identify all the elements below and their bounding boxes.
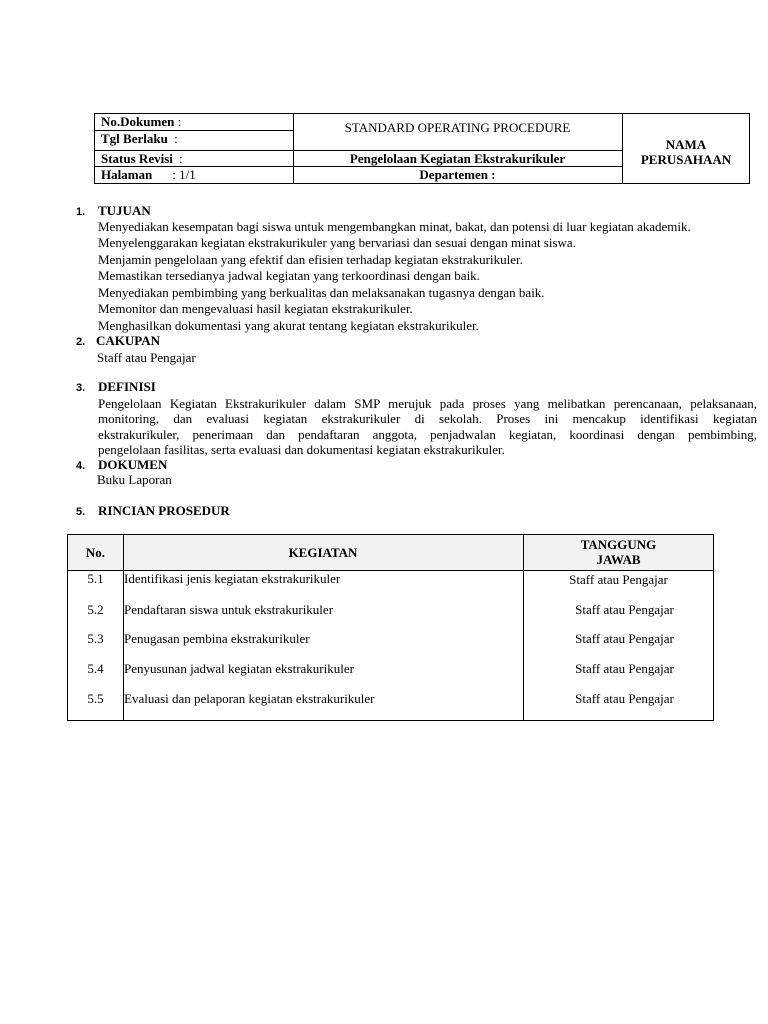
procedure-table [67, 534, 714, 721]
definisi-paragraph-line: monitoring, dan evaluasi kegiatan ekstrakurikuler di sekolah. Proses ini mencakup identifikasi kegiatan [98, 411, 757, 426]
table-cell-kegiatan: Penyusunan jadwal kegiatan ekstrakurikuler [124, 661, 354, 676]
section-number: 5. [76, 506, 86, 518]
section-title-cakupan: CAKUPAN [96, 333, 161, 348]
document-header-table [94, 113, 750, 184]
section-number: 4. [76, 460, 86, 472]
tujuan-item: Menyediakan pembimbing yang berkualitas dan melaksanakan tugasnya dengan baik. [98, 285, 545, 300]
table-cell-no: 5.5 [87, 691, 104, 706]
cakupan-text: Staff atau Pengajar [97, 350, 196, 365]
section-number: 1. [76, 206, 86, 218]
section-title-rincian: RINCIAN PROSEDUR [98, 503, 230, 518]
status-revisi-label: Status Revisi : [101, 151, 183, 166]
column-header-tanggung-jawab: JAWAB [596, 552, 641, 567]
table-cell-pj: Staff atau Pengajar [575, 631, 674, 646]
column-header-no: No. [85, 545, 106, 560]
table-cell-kegiatan: Evaluasi dan pelaporan kegiatan ekstrakurikuler [124, 691, 375, 706]
definisi-paragraph-line: ekstrakurikuler, penerimaan dan pendaftaran anggota, penjadwalan kegiatan, koordinasi dengan pembimbing, [98, 427, 757, 442]
table-cell-no: 5.2 [87, 602, 104, 617]
section-number: 2. [76, 336, 86, 348]
table-cell-pj: Staff atau Pengajar [575, 602, 674, 617]
tujuan-item: Memonitor dan mengevaluasi hasil kegiatan ekstrakurikuler. [98, 301, 413, 316]
table-cell-no: 5.4 [87, 661, 104, 676]
tgl-berlaku-label: Tgl Berlaku : [101, 131, 178, 146]
document-subtitle: Pengelolaan Kegiatan Ekstrakurikuler [349, 151, 566, 166]
no-dokumen-label: No.Dokumen : [101, 114, 182, 129]
definisi-paragraph-line: pengelolaan fasilitas, serta evaluasi dan dokumentasi kegiatan ekstrakurikuler. [98, 442, 505, 457]
section-title-definisi: DEFINISI [98, 379, 156, 394]
table-cell-pj: Staff atau Pengajar [575, 691, 674, 706]
dokumen-text: Buku Laporan [97, 472, 172, 487]
company-name-line2: PERUSAHAAN [640, 152, 732, 167]
halaman-label: Halaman : 1/1 [101, 167, 196, 182]
table-cell-kegiatan: Pendaftaran siswa untuk ekstrakurikuler [124, 602, 334, 617]
column-header-kegiatan: KEGIATAN [288, 545, 358, 560]
tujuan-item: Menghasilkan dokumentasi yang akurat tentang kegiatan ekstrakurikuler. [98, 318, 479, 333]
table-cell-no: 5.1 [87, 571, 104, 586]
company-name-line1: NAMA [665, 137, 707, 152]
table-cell-kegiatan: Identifikasi jenis kegiatan ekstrakurikuler [124, 571, 341, 586]
tujuan-item: Memastikan tersedianya jadwal kegiatan yang terkoordinasi dengan baik. [98, 268, 480, 283]
tujuan-item: Menjamin pengelolaan yang efektif dan efisien terhadap kegiatan ekstrakurikuler. [98, 252, 523, 267]
table-cell-kegiatan: Penugasan pembina ekstrakurikuler [124, 631, 310, 646]
definisi-paragraph-line: Pengelolaan Kegiatan Ekstrakurikuler dalam SMP merujuk pada proses yang melibatkan perencanaan, pelaksanaan, [98, 396, 757, 411]
table-cell-pj: Staff atau Pengajar [575, 661, 674, 676]
column-header-tanggung-jawab: TANGGUNG [580, 537, 657, 552]
table-cell-no: 5.3 [87, 631, 104, 646]
departemen-label: Departemen : [419, 167, 496, 182]
table-cell-pj: Staff atau Pengajar [569, 572, 668, 587]
section-title-dokumen: DOKUMEN [98, 457, 168, 472]
section-number: 3. [76, 382, 86, 394]
tujuan-item: Menyediakan kesempatan bagi siswa untuk mengembangkan minat, bakat, dan potensi di luar kegiatan akademik. [98, 219, 691, 234]
tujuan-item: Menyelenggarakan kegiatan ekstrakurikuler yang bervariasi dan sesuai dengan minat siswa. [98, 235, 576, 250]
section-title-tujuan: TUJUAN [98, 203, 151, 218]
document-title: STANDARD OPERATING PROCEDURE [344, 120, 571, 135]
